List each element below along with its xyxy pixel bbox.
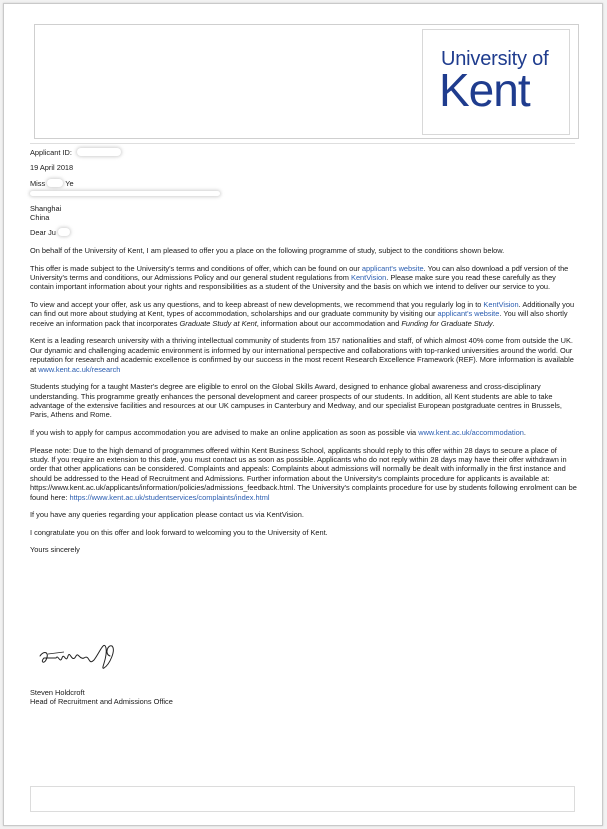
paragraph-research: Kent is a leading research university with a thriving intellectual community of students from 157 nationalities and staff, of which almost 40% come from outside the UK. Our dynamic and challenging academic environment is informed by our international perspective and collaborations with top-ranked universities around the world. Our reputation for research and academic excellence is confirmed by our success in the most recent Research Excellence Framework (REF). More information is available at www.kent.ac.uk/research: [30, 336, 574, 374]
paragraph-queries: If you have any queries regarding your application please contact us via KentVision.: [30, 510, 304, 520]
logo-text-top: University of: [441, 48, 549, 70]
research-link[interactable]: www.kent.ac.uk/research: [38, 364, 121, 374]
applicant-website-link[interactable]: applicant's website: [361, 263, 424, 273]
applicant-id-line: [30, 148, 578, 157]
recipient-surname: Ye: [65, 178, 74, 188]
signer-name: Steven Holdcroft: [30, 688, 85, 697]
paragraph-accommodation: If you wish to apply for campus accommodation you are advised to make an online application as soon as possible via www.kent.ac.uk/accommodation.: [30, 428, 526, 438]
recipient-name-line: [30, 179, 578, 198]
signatory: [30, 688, 173, 707]
applicant-website-link-2[interactable]: applicant's website: [437, 309, 500, 319]
paragraph-skills-award: Students studying for a taught Master's degree are eligible to enrol on the Global Skills Award, designed to enhance global awareness and cross-disciplinary understanding. This programme greatly enhances the personal development and career prospects of our students. In addition, all Kent students are able to take advantage of the extensive facilities and resources at our UK campuses in Canterbury and Medway, and our specialist European postgraduate centres in Brussels, Paris, Athens and Rome.: [30, 382, 562, 420]
closing: Yours sincerely: [30, 545, 80, 555]
letter-footer: [30, 786, 575, 812]
accommodation-link[interactable]: www.kent.ac.uk/accommodation: [418, 428, 524, 438]
kentvision-link-2[interactable]: KentVision: [483, 300, 519, 310]
signature-image: [34, 630, 144, 680]
redacted-address: [30, 191, 220, 196]
university-logo: [422, 29, 570, 135]
letterhead: [34, 24, 579, 139]
signer-title: Head of Recruitment and Admissions Office: [30, 697, 173, 707]
redacted-given-name: [47, 179, 63, 187]
salutation-text: Dear Ju: [30, 228, 56, 238]
complaints-link[interactable]: https://www.kent.ac.uk/studentservices/complaints/index.html: [69, 492, 270, 502]
kentvision-link[interactable]: KentVision: [351, 273, 387, 283]
logo-text-main: Kent: [439, 64, 530, 116]
redacted-applicant-id: [77, 148, 121, 156]
recipient-address: [30, 204, 578, 223]
letter-date: 19 April 2018: [30, 163, 74, 173]
address-country: China: [30, 213, 50, 223]
redacted-salutation-name: [58, 228, 70, 236]
header-divider: [30, 143, 575, 144]
paragraph-accept: To view and accept your offer, ask us any questions, and to keep abreast of new developments, we recommend that you regularly log in to KentVision. Additionally you can find out more about studying at Kent, types of accommodation, scholarships and our graduate community by visiting our applicant's website. You will also shortly receive an information pack that incorporates Graduate Study at Kent, information about our accommodation and Funding for Graduate Study.: [30, 300, 575, 328]
paragraph-terms: This offer is made subject to the University's terms and conditions of offer, which can be found on our applicant's website. You can also download a pdf version of the University's terms and conditions, our Admissions Policy and our general student regulations from KentVision. Please make sure you read these carefully as they contain important information about your rights and responsibilities as a student of the University and the basis on which we intend to deliver our service to you.: [30, 263, 569, 292]
address-city: Shanghai: [30, 203, 62, 213]
salutation: [30, 228, 578, 237]
paragraph-congratulate: I congratulate you on this offer and look forward to welcoming you to the University of Kent.: [30, 527, 328, 537]
admissions-feedback-url: https://www.kent.ac.uk/applicants/information/policies/admissions_feedback.html: [30, 483, 294, 493]
applicant-id-label: Applicant ID:: [30, 148, 72, 157]
recipient-title: Miss: [30, 178, 46, 188]
paragraph-note: Please note: Due to the high demand of programmes offered within Kent Business School, applicants should reply to this offer within 28 days to secure a place of study. If you require an extension to this date, you must contact us as soon as possible. Applicants who do not reply within 28 days may have their offer withdrawn in order that other applications can be considered. Complaints and appeals: Complaints about admissions will normally be dealt with informally in the first instance and should be addressed to the Head of Recruitment and Admissions. Further information about the University's complaints procedure for applicants is available at: https://www.kent.ac.uk/applicants/information/policies/admissions_feedback.html. The University's complaints procedure for use by students following enrolment can be found here: https://www.kent.ac.uk/studentservices/complaints/index.html: [30, 445, 577, 502]
paragraph-offer: On behalf of the University of Kent, I am pleased to offer you a place on the following programme of study, subject to the conditions shown below.: [30, 246, 505, 256]
letter-body: [30, 148, 578, 563]
